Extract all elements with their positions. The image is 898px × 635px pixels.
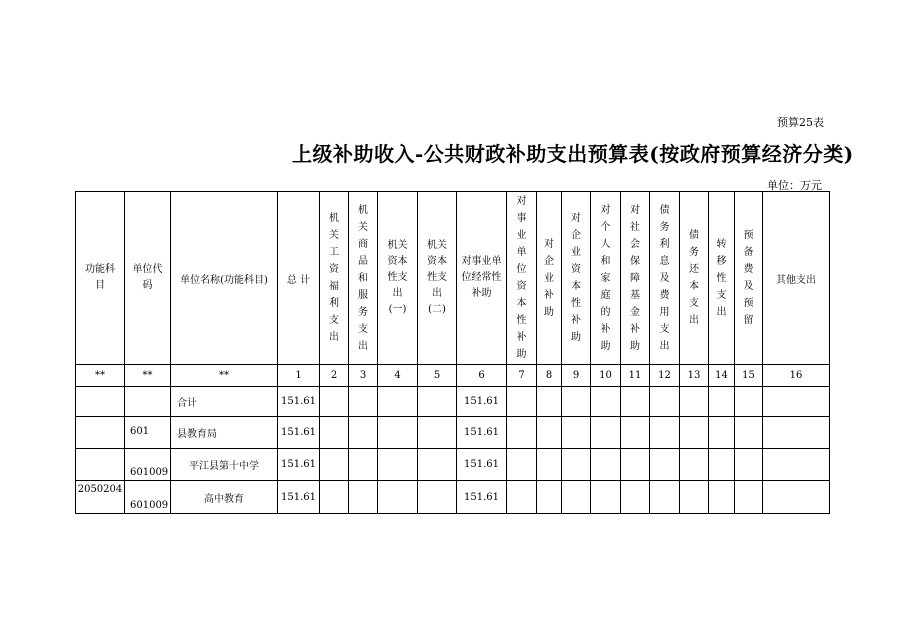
index-cell: 14 <box>709 365 735 387</box>
header-c8: 对企业资本性补助 <box>562 192 591 365</box>
index-cell: ** <box>76 365 125 387</box>
index-cell: 16 <box>763 365 830 387</box>
func-cell <box>76 417 125 449</box>
name-cell: 县教育局 <box>171 417 278 449</box>
c5-cell: 151.61 <box>457 417 507 449</box>
form-number: 预算25表 <box>777 116 824 129</box>
index-cell: 7 <box>507 365 537 387</box>
index-cell: 1 <box>278 365 320 387</box>
header-c4: 机关资本性支出(二) <box>418 192 457 365</box>
index-cell: 6 <box>457 365 507 387</box>
header-c5: 对事业单位经常性补助 <box>457 192 507 365</box>
func-cell: 2050204 <box>76 481 125 514</box>
total-cell: 151.61 <box>278 387 320 417</box>
total-cell: 151.61 <box>278 417 320 449</box>
index-cell: 8 <box>537 365 562 387</box>
header-func: 功能科目 <box>76 192 125 365</box>
name-cell: 高中教育 <box>171 481 278 514</box>
total-cell: 151.61 <box>278 449 320 481</box>
header-row <box>76 192 830 365</box>
page-title: 上级补助收入-公共财政补助支出预算表(按政府预算经济分类) <box>292 142 854 166</box>
header-c2: 机关商品和服务支出 <box>349 192 378 365</box>
total-cell: 151.61 <box>278 481 320 514</box>
header-c13: 转移性支出 <box>709 192 735 365</box>
index-cell: 4 <box>378 365 418 387</box>
header-c7: 对企业补助 <box>537 192 562 365</box>
header-c15: 其他支出 <box>763 192 830 365</box>
table-row <box>76 417 830 449</box>
header-code: 单位代码 <box>125 192 171 365</box>
table-row <box>76 387 830 417</box>
c5-cell: 151.61 <box>457 387 507 417</box>
index-cell: ** <box>171 365 278 387</box>
index-cell: 2 <box>320 365 349 387</box>
func-cell <box>76 449 125 481</box>
index-cell: 10 <box>591 365 621 387</box>
header-name: 单位名称(功能科目) <box>171 192 278 365</box>
header-c6: 对事业单位资本性补助 <box>507 192 537 365</box>
header-total: 总 计 <box>278 192 320 365</box>
index-cell: 11 <box>621 365 650 387</box>
code-cell <box>125 387 171 417</box>
index-cell: 15 <box>735 365 763 387</box>
header-c11: 债务利息及费用支出 <box>650 192 680 365</box>
code-cell: 601009 <box>125 449 171 481</box>
index-cell: 5 <box>418 365 457 387</box>
index-cell: 3 <box>349 365 378 387</box>
header-c10: 对社会保障基金补助 <box>621 192 650 365</box>
unit-label: 单位：万元 <box>767 179 822 192</box>
c5-cell: 151.61 <box>457 449 507 481</box>
header-c3: 机关资本性支出(一) <box>378 192 418 365</box>
header-c1: 机关工资福利支出 <box>320 192 349 365</box>
table-row <box>76 449 830 481</box>
index-row <box>76 365 830 387</box>
name-cell: 合计 <box>171 387 278 417</box>
code-cell: 601009 <box>125 481 171 514</box>
c5-cell: 151.61 <box>457 481 507 514</box>
table-row <box>76 481 830 514</box>
index-cell: 13 <box>680 365 709 387</box>
index-cell: ** <box>125 365 171 387</box>
header-c9: 对个人和家庭的补助 <box>591 192 621 365</box>
header-c12: 债务还本支出 <box>680 192 709 365</box>
header-c14: 预备费及预留 <box>735 192 763 365</box>
name-cell: 平江县第十中学 <box>171 449 278 481</box>
index-cell: 9 <box>562 365 591 387</box>
code-cell: 601 <box>125 417 171 449</box>
index-cell: 12 <box>650 365 680 387</box>
func-cell <box>76 387 125 417</box>
budget-table <box>75 191 830 514</box>
